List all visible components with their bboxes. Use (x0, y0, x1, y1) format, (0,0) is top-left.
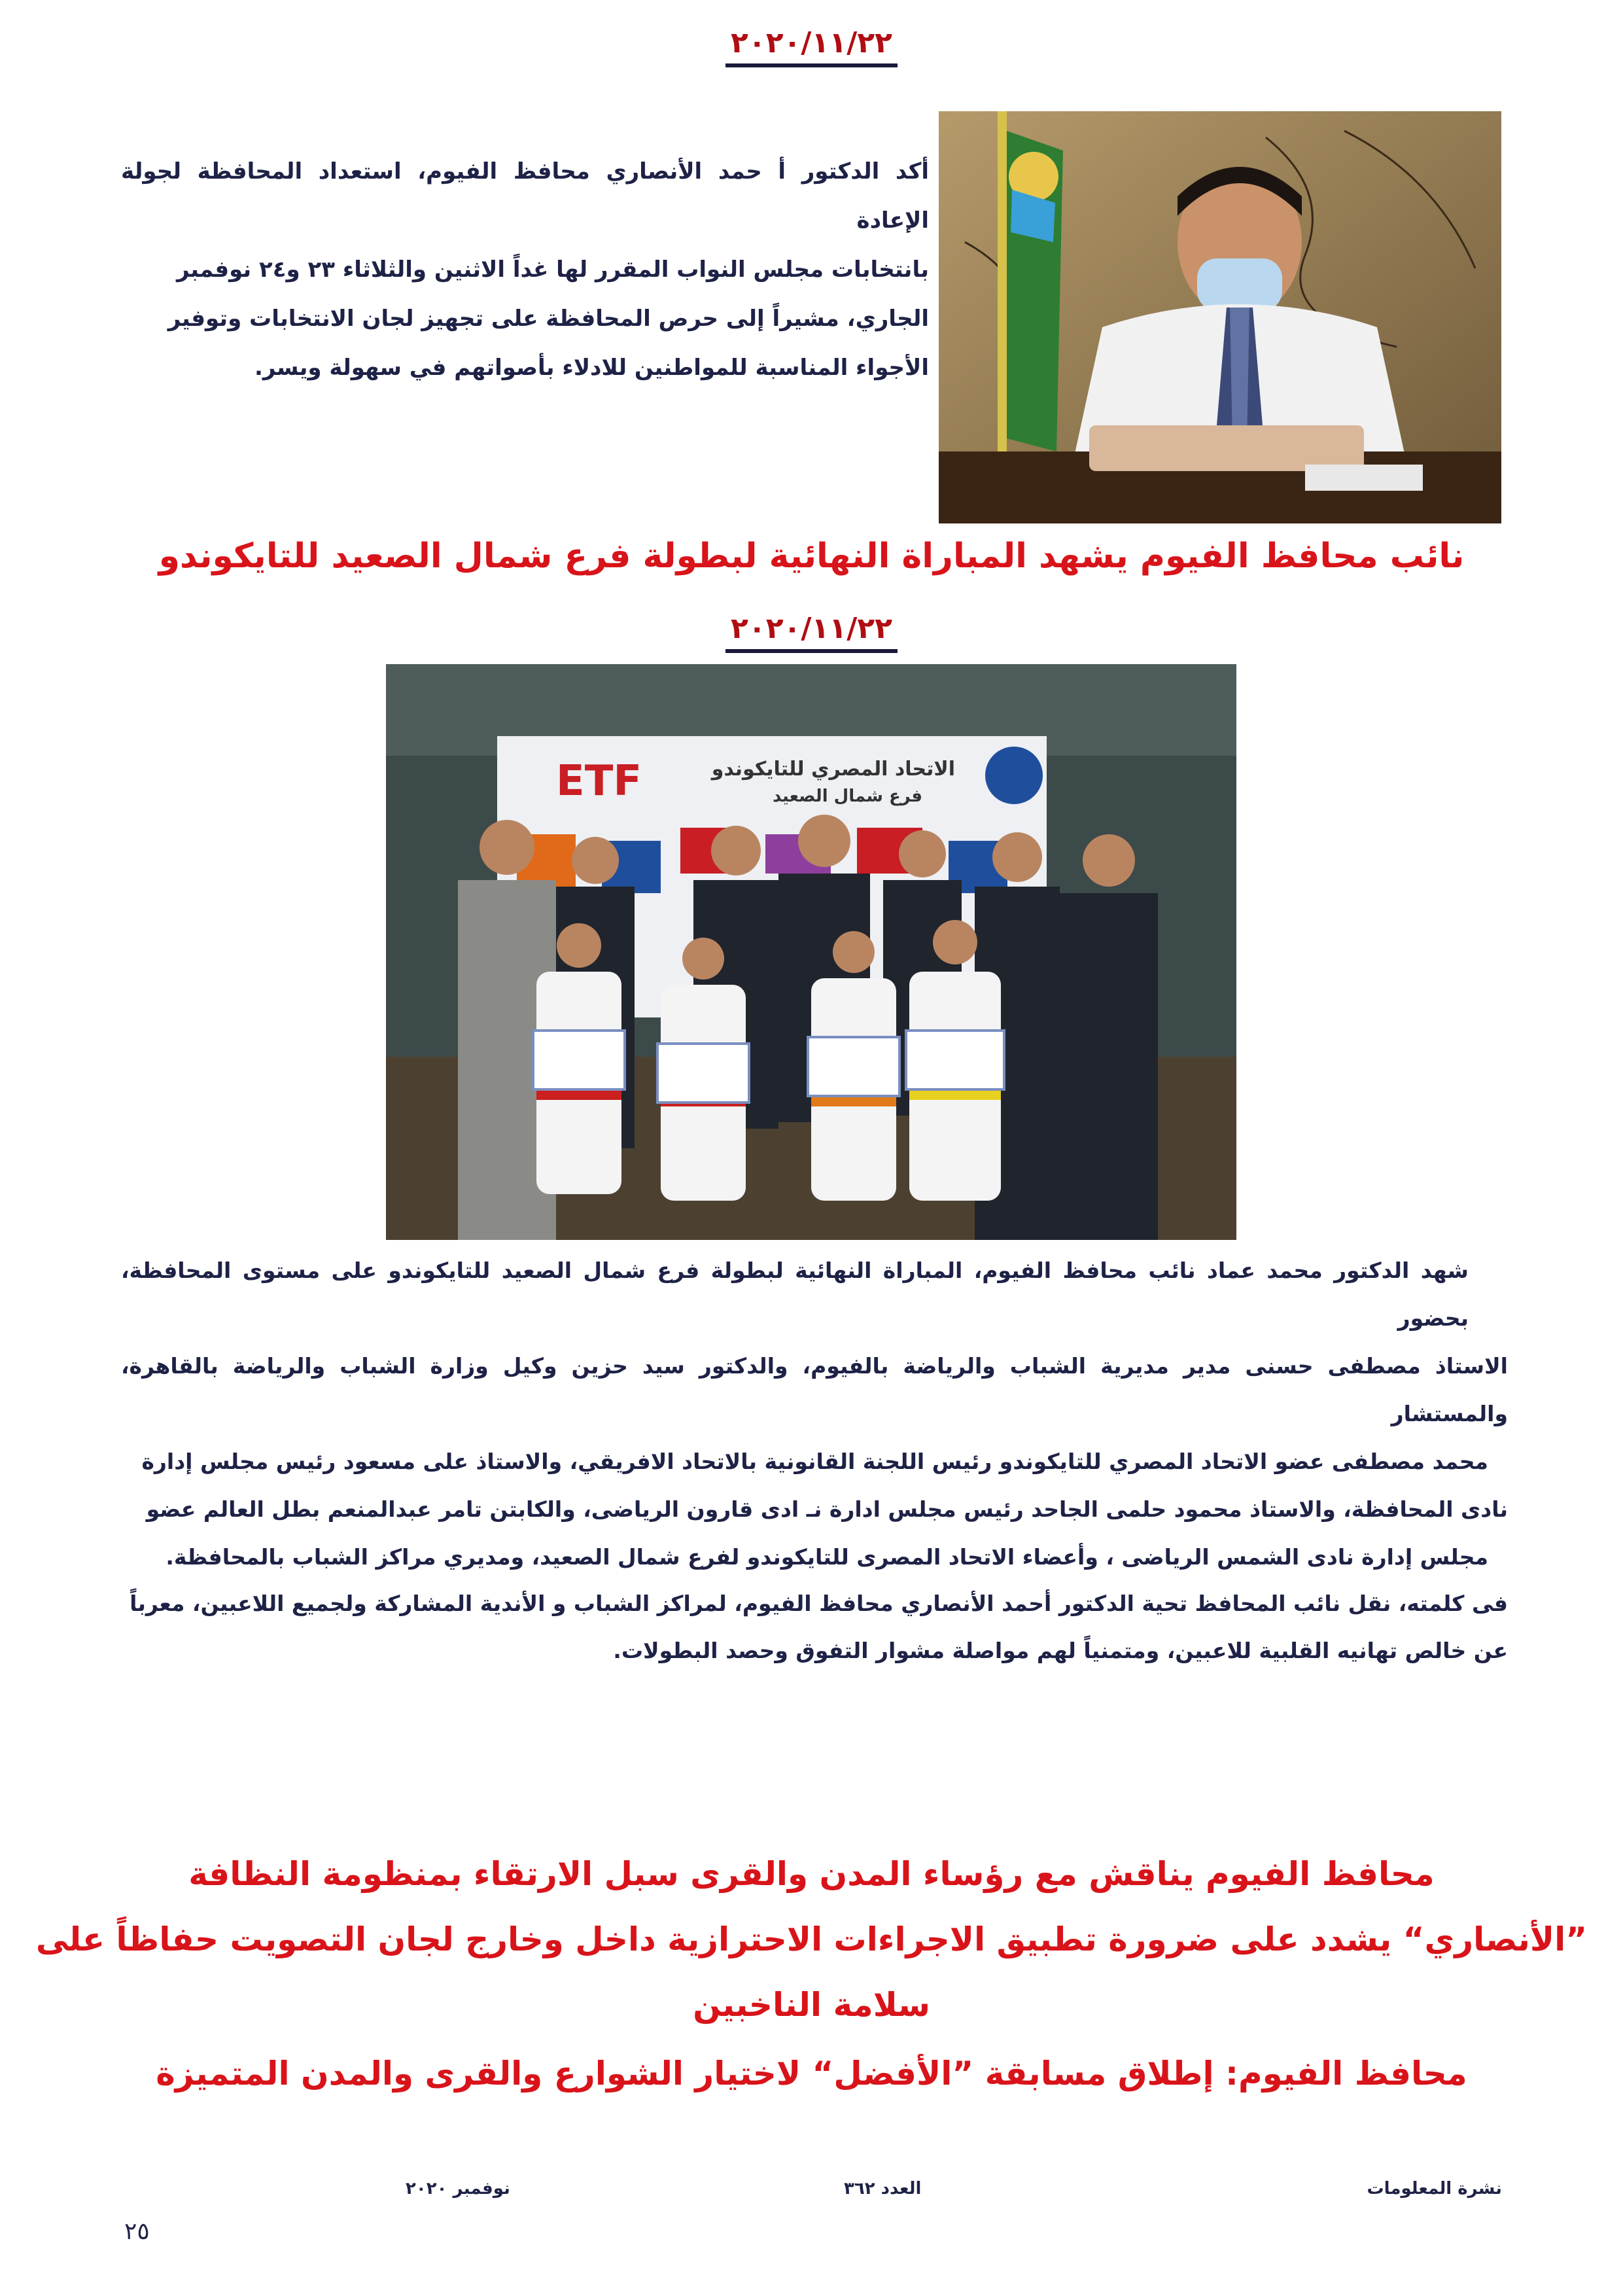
footer-month: نوفمبر ٢٠٢٠ (406, 2179, 510, 2199)
top-date-text: ٢٠٢٠/١١/٢٢ (725, 26, 898, 67)
article2-line: عن خالص تهانيه القلبية للاعبين، ومتمنياً لهم مواصلة مشوار التفوق وحصد البطولات. (613, 1638, 1508, 1663)
article2-line: محمد مصطفى عضو الاتحاد المصري للتايكوندو رئيس اللجنة القانونية بالاتحاد الافريقي، والاستاذ على مسعود رئيس مجلس إدارة (141, 1449, 1488, 1474)
article2-line: مجلس إدارة نادى الشمس الرياضى ، وأعضاء الاتحاد المصرى للتايكوندو لفرع شمال الصعيد، ومديري مراكز الشباب بالمحافظة. (166, 1544, 1488, 1570)
footer-issue: العدد ٣٦٢ (844, 2179, 922, 2199)
article1-line: الجاري، مشيراً إلى حرص المحافظة على تجهيز لجان الانتخابات وتوفير (167, 306, 929, 332)
banner-title-1: الاتحاد المصري للتايكوندو (711, 758, 955, 781)
article2-text (121, 1246, 1508, 1674)
headline-best-contest: محافظ الفيوم: إطلاق مسابقة ”الأفضل“ لاختيار الشوارع والقرى والمدن المتميزة (156, 2055, 1467, 2093)
article1-line: الأجواء المناسبة للمواطنين للادلاء بأصواتهم في سهولة ويسر. (254, 355, 929, 381)
article1-line: بانتخابات مجلس النواب المقرر لها غداً الاثنين والثلاثاء ٢٣ و٢٤ نوفمبر (177, 256, 929, 283)
federation-emblem (985, 747, 1043, 804)
article1-text (121, 147, 929, 393)
top-date (0, 26, 1623, 60)
footer-publication: نشرة المعلومات (1367, 2179, 1502, 2199)
article2-date (0, 612, 1623, 645)
headline-cleanliness: محافظ الفيوم يناقش مع رؤساء المدن والقرى سبل الارتقاء بمنظومة النظافة (188, 1855, 1435, 1893)
taekwondo-group-photo (386, 664, 1236, 1240)
article2-line: فى كلمته، نقل نائب المحافظ تحية الدكتور أحمد الأنصاري محافظ الفيوم، لمراكز الشباب و الأندية المشاركة ولجميع اللاعبين، معرباً (130, 1591, 1508, 1616)
etf-logo: ETF (556, 757, 642, 805)
article2-line: الاستاذ مصطفى حسنى مدير مديرية الشباب والرياضة بالفيوم، والدكتور سيد حزين وكيل وزارة الشباب والرياضة بالقاهرة، والمستشار (121, 1353, 1508, 1426)
banner-title-2: فرع شمال الصعيد (773, 786, 922, 806)
page-number: ٢٥ (124, 2218, 150, 2245)
article1-line: أكد الدكتور أ حمد الأنصاري محافظ الفيوم، استعداد المحافظة لجولة الإعادة (121, 158, 929, 234)
governor-photo (939, 111, 1501, 523)
article2-line: شهد الدكتور محمد عماد نائب محافظ الفيوم، المباراة النهائية لبطولة فرع شمال الصعيد للتايكوندو على مستوى المحافظة، بحضور (121, 1258, 1469, 1331)
article2-headline: نائب محافظ الفيوم يشهد المباراة النهائية لبطولة فرع شمال الصعيد للتايكوندو (158, 537, 1465, 576)
headline-voter-safety: سلامة الناخبين (693, 1986, 930, 2024)
article2-date-text: ٢٠٢٠/١١/٢٢ (725, 612, 898, 653)
article2-line: نادى المحافظة، والاستاذ محمود حلمى الجاحد رئيس مجلس ادارة نـ ادى قارون الرياضى، والكابتن تامر عبدالمنعم بطل العالم عضو (146, 1496, 1508, 1522)
headline-precautions: ”الأنصاري“ يشدد على ضرورة تطبيق الاجراءات الاحترازية داخل وخارج لجان التصويت حفاظاً على (35, 1920, 1588, 1958)
